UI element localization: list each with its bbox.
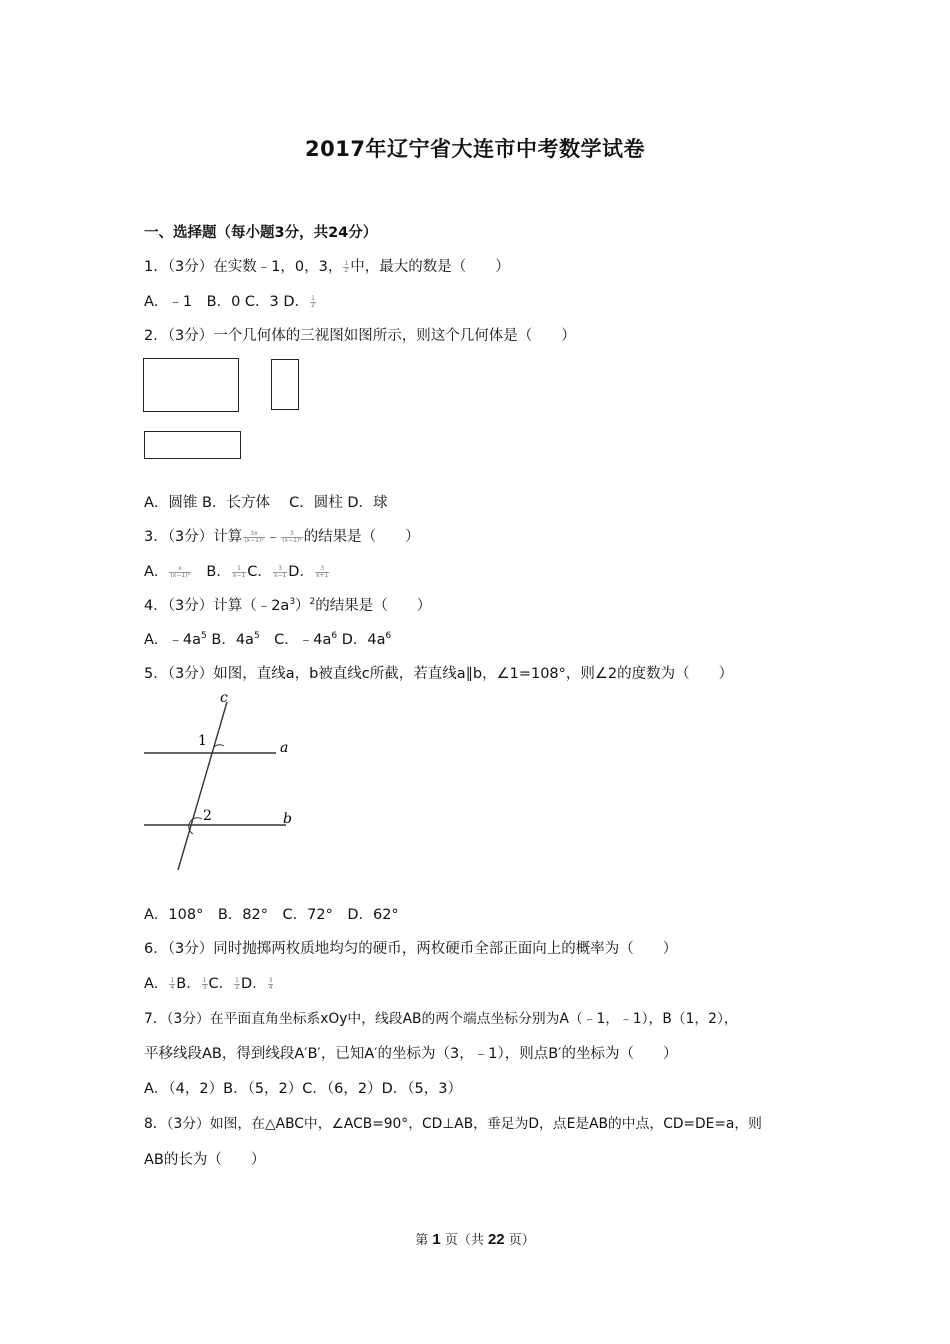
q3-option-d-fraction: $\frac{3}{x+1}$ bbox=[315, 564, 329, 579]
q3-option-c-fraction: $\frac{3}{x-1}$ bbox=[273, 564, 287, 579]
page-title: 2017年辽宁省大连市中考数学试卷 bbox=[305, 137, 645, 161]
question-8-line-2: AB的长为（ ） bbox=[144, 1152, 266, 1168]
question-1-stem bbox=[144, 257, 510, 277]
line-c bbox=[178, 702, 227, 870]
label-angle-2: 2 bbox=[203, 808, 212, 824]
q1-text-b: 中，最大的数是（ ） bbox=[350, 259, 510, 275]
q1-option-fraction: $\frac{1}{2}$ bbox=[311, 294, 315, 309]
q3-option-b-fraction: $\frac{1}{x-1}$ bbox=[232, 564, 246, 579]
total-pages: 22 bbox=[487, 1231, 505, 1248]
question-3-options: A． $\frac{x}{\text{(x−1)²}}$ B． $\frac{1}{x-1}$ C． $\frac{3}{x-1}$ D． $\frac{3}{x+1}$ bbox=[144, 564, 329, 580]
angle-1-arc bbox=[214, 745, 224, 747]
q6-option-a-fraction: $\frac{1}{4}$ bbox=[170, 976, 175, 991]
top-view-rectangle bbox=[144, 431, 241, 459]
q3-option-a-fraction: $\frac{x}{\text{(x−1)²}}$ bbox=[170, 564, 190, 579]
label-a: a bbox=[280, 740, 289, 756]
question-4-options: A．$﹣4a^5$ B．$4a^5$ C．$﹣4a^6$ D．$4a^6$ bbox=[144, 631, 392, 648]
label-b: b bbox=[283, 811, 292, 827]
page-number: 1 bbox=[432, 1231, 441, 1248]
side-view-rectangle bbox=[271, 359, 299, 410]
page-footer: 第 1 页（共 22 页） bbox=[415, 1231, 535, 1248]
question-7-line-2: 平移线段AB，得到线段A′B′，已知A′的坐标为（3，﹣1），则点B′的坐标为（ ） bbox=[144, 1046, 678, 1062]
q6-option-c-fraction: $\frac{1}{2}$ bbox=[235, 976, 239, 991]
question-2-options: A．圆锥 B．长方体 C．圆柱 D．球 bbox=[144, 495, 388, 511]
label-angle-1: 1 bbox=[198, 733, 207, 749]
q1-text-a: 1．（3分）在实数﹣1，0，3， bbox=[144, 259, 343, 275]
q1-options-text: A．﹣1 B．0 C．3 D． bbox=[144, 294, 310, 310]
question-4-stem: 4．（3分）计算$(﹣2a^3)^2$的结果是（ ） bbox=[144, 597, 432, 614]
q1-fraction: $\frac{1}{2}$ bbox=[344, 259, 349, 274]
question-7-options: A．（4，2）B．（5，2）C．（6，2）D．（5，3） bbox=[144, 1081, 462, 1097]
section-heading: 一、选择题（每小题3分，共24分） bbox=[144, 225, 378, 241]
q6-option-b-fraction: $\frac{1}{3}$ bbox=[202, 976, 207, 991]
q3-fraction-2: $\frac{3}{\text{(x−1)²}}$ bbox=[282, 529, 302, 544]
parallel-lines-figure bbox=[140, 688, 310, 878]
q6-option-d-fraction: $\frac{3}{4}$ bbox=[268, 976, 273, 991]
label-c: c bbox=[220, 690, 228, 706]
question-7-line-1: 7．（3分）在平面直角坐标系xOy中，线段AB的两个端点坐标分别为A（﹣1，﹣1），B（1，2）， bbox=[144, 1011, 738, 1027]
question-3-stem: 3．（3分）计算 $\frac{3x}{\text{(x−1)²}}$ ﹣ $\frac{3}{\text{(x−1)²}}$ 的结果是（ ） bbox=[144, 529, 420, 545]
question-1-options bbox=[144, 292, 317, 312]
question-6-options: A． $\frac{1}{4}$ B． $\frac{1}{3}$ C． $\frac{1}{2}$ D． $\frac{3}{4}$ bbox=[144, 976, 273, 992]
q3-fraction-1: $\frac{3x}{\text{(x−1)²}}$ bbox=[244, 529, 264, 544]
question-2-stem: 2．（3分）一个几何体的三视图如图所示，则这个几何体是（ ） bbox=[144, 328, 576, 344]
question-6-stem: 6．（3分）同时抛掷两枚质地均匀的硬币，两枚硬币全部正面向上的概率为（ ） bbox=[144, 941, 678, 957]
question-5-stem: 5．（3分）如图，直线a，b被直线c所截，若直线a∥b，∠1=108°，则∠2的度数为（ ） bbox=[144, 666, 734, 682]
question-5-options: A．108° B．82° C．72° D．62° bbox=[144, 907, 399, 923]
front-view-rectangle bbox=[143, 358, 239, 412]
question-8-line-1: 8．（3分）如图，在△ABC中，∠ACB=90°，CD⊥AB，垂足为D，点E是AB的中点，CD=DE=a，则 bbox=[144, 1116, 762, 1132]
